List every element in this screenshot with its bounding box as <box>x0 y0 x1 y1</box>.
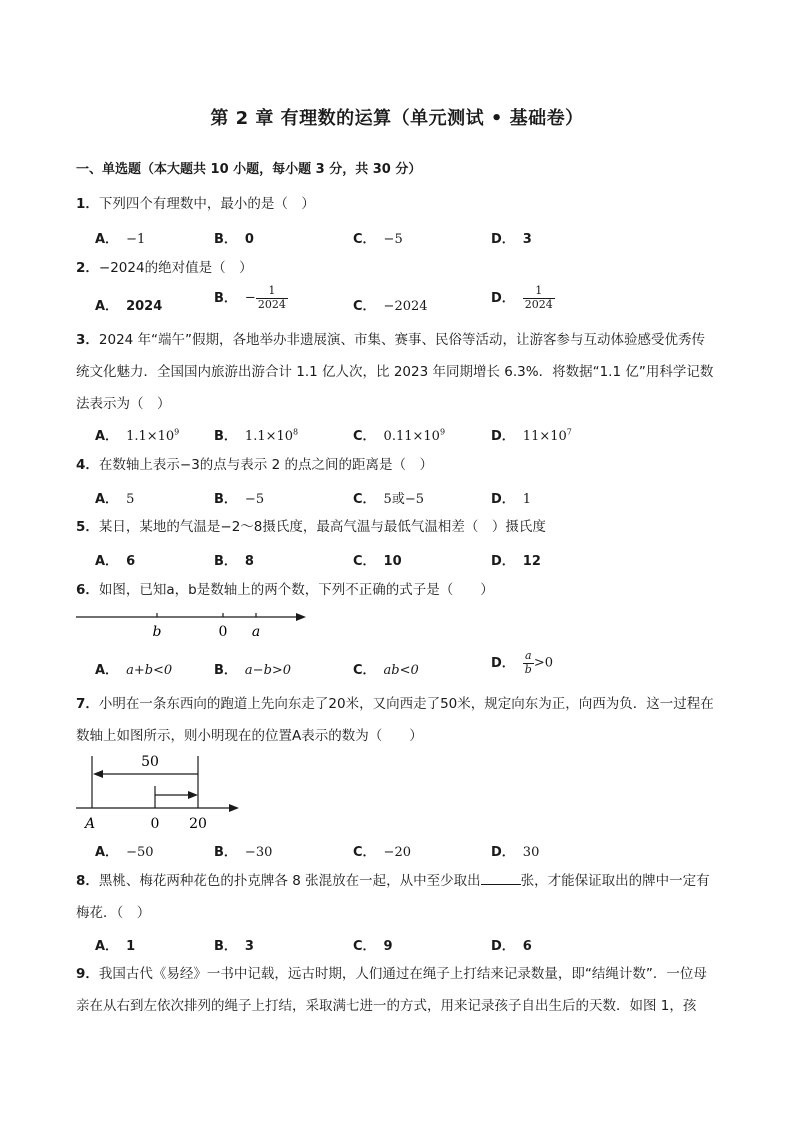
q4-option-d[interactable]: D． 1 <box>491 492 532 507</box>
fraction: $\frac{1}{2024}$ <box>524 284 553 311</box>
arrow-head-icon <box>296 613 306 621</box>
question-8: 8．黑桃、梅花两种花色的扑克牌各 8 张混放在一起，从中至少取出 张，才能保证取出的牌中一定有梅花．（ ） <box>76 873 710 921</box>
arrow-head-icon <box>229 804 239 812</box>
q8-option-c[interactable]: C． 9 <box>353 939 393 954</box>
q1-option-b[interactable]: B． 0 <box>214 232 254 247</box>
question-2: 2．−2024的绝对值是（ ） <box>76 260 253 276</box>
label-A: A <box>84 816 96 830</box>
label-20: 20 <box>189 816 207 830</box>
q3-option-c[interactable]: C． $0.11\times 10^9$ <box>353 427 446 444</box>
answer-blank[interactable] <box>481 872 521 885</box>
q6-option-c[interactable]: C． ab<0 <box>353 663 419 678</box>
fraction: $\frac{1}{2024}$ <box>257 284 286 311</box>
question-9: 9．我国古代《易经》一书中记载，远古时期，人们通过在绳子上打结来记录数量，即“结绳计数”．一位母亲在从右到左依次排列的绳子上打结，采取满七进一的方式，用来记录孩子自出生后的天数．如图 1，孩 <box>76 966 707 1014</box>
q6-option-b[interactable]: B． a−b>0 <box>214 663 292 678</box>
question-5: 5．某日，某地的气温是−2～8摄氏度，最高气温与最低气温相差（ ）摄氏度 <box>76 519 546 535</box>
label-0: 0 <box>218 624 228 640</box>
arrow-left-icon <box>93 770 103 778</box>
question-7: 7．小明在一条东西向的跑道上先向东走了20米，又向西走了50米，规定向东为正，向西为负．这一过程在数轴上如图所示，则小明现在的位置A表示的数为（ ） <box>76 696 714 744</box>
q2-option-b[interactable]: B． − $\frac{1}{2024}$ <box>214 284 286 311</box>
q3-option-b[interactable]: B． $1.1\times 10^8$ <box>214 427 299 444</box>
q2-option-a[interactable]: A． 2024 <box>95 299 163 314</box>
q1-option-d[interactable]: D． 3 <box>491 232 532 247</box>
question-4: 4．在数轴上表示−3的点与表示 2 的点之间的距离是（ ） <box>76 457 433 473</box>
q7-option-d[interactable]: D． 30 <box>491 845 540 860</box>
q8-option-d[interactable]: D． 6 <box>491 939 532 954</box>
q5-option-a[interactable]: A． 6 <box>95 554 136 569</box>
number-line-figure-6 <box>74 604 314 640</box>
q7-option-c[interactable]: C． −20 <box>353 845 411 860</box>
arrow-right-icon <box>188 791 198 799</box>
q7-option-b[interactable]: B． −30 <box>214 845 273 860</box>
q7-option-a[interactable]: A． −50 <box>95 845 154 860</box>
q5-option-c[interactable]: C． 10 <box>353 554 402 569</box>
q3-option-d[interactable]: D． $11\times 10^7$ <box>491 427 572 444</box>
q5-option-b[interactable]: B． 8 <box>214 554 254 569</box>
q2-option-c[interactable]: C． −2024 <box>353 299 428 314</box>
page-title: 第 2 章 有理数的运算（单元测试 • 基础卷） <box>210 108 584 129</box>
q8-option-a[interactable]: A． 1 <box>95 939 136 954</box>
q5-option-d[interactable]: D． 12 <box>491 554 541 569</box>
label-b: b <box>152 624 162 640</box>
q1-option-c[interactable]: C． −5 <box>353 232 403 247</box>
label-0: 0 <box>150 816 160 830</box>
q8-option-b[interactable]: B． 3 <box>214 939 254 954</box>
q6-option-d[interactable]: D． $\frac{a}{b}$ >0 <box>491 649 554 676</box>
label-50: 50 <box>141 754 159 770</box>
number-line-figure-7 <box>74 750 244 830</box>
q4-option-c[interactable]: C． 5或−5 <box>353 492 424 507</box>
question-6: 6．如图，已知a，b是数轴上的两个数，下列不正确的式子是（ ） <box>76 582 494 598</box>
q4-option-a[interactable]: A． 5 <box>95 492 135 507</box>
q4-option-b[interactable]: B． −5 <box>214 492 265 507</box>
q3-option-a[interactable]: A． $1.1\times 10^9$ <box>95 427 180 444</box>
q2-option-d[interactable]: D． $\frac{1}{2024}$ <box>491 284 553 311</box>
question-1: 1．下列四个有理数中，最小的是（ ） <box>76 196 315 212</box>
q1-option-a[interactable]: A． −1 <box>95 232 146 247</box>
q6-option-a[interactable]: A． a+b<0 <box>95 663 173 678</box>
question-3: 3．2024 年“端午”假期，各地举办非遗展演、市集、赛事、民俗等活动，让游客参与互动体验感受优秀传统文化魅力．全国国内旅游出游合计 1.1 亿人次，比 2023 年同期增长 6.3%．将数据“1.1 亿”用科学记数法表示为（ ） <box>76 332 714 412</box>
fraction: $\frac{a}{b}$ <box>524 649 532 676</box>
label-a: a <box>251 624 261 640</box>
section-heading: 一、单选题（本大题共 10 小题，每小题 3 分，共 30 分） <box>76 162 422 177</box>
